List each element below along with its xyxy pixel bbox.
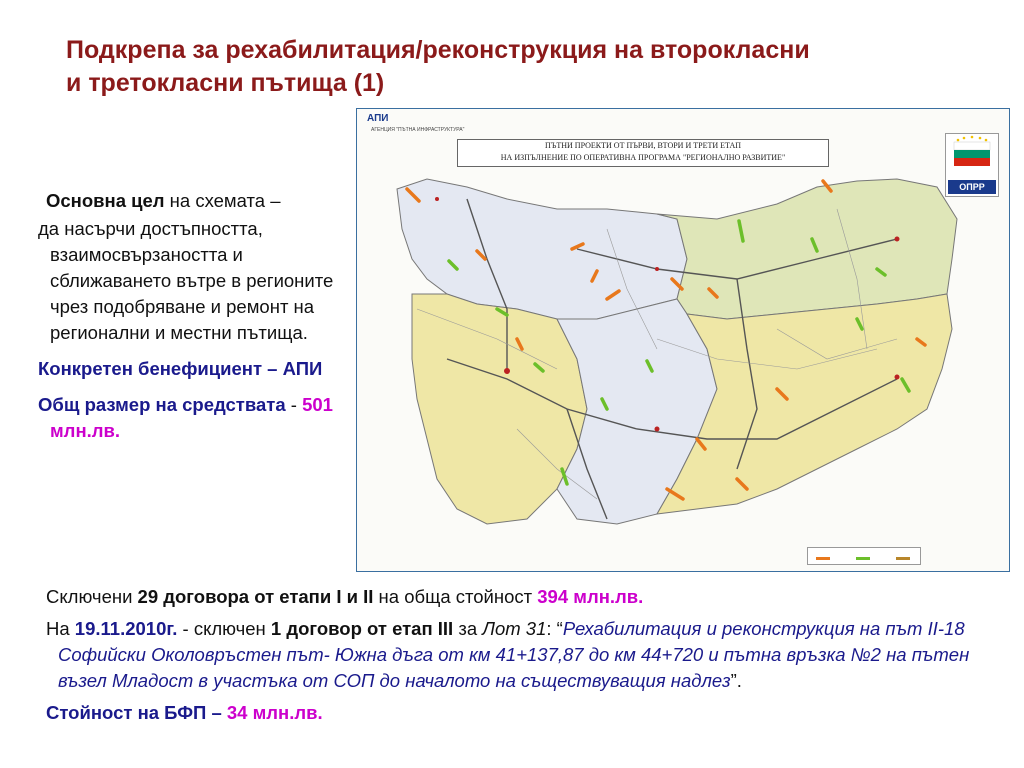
contracts-value: 394 млн.лв. bbox=[537, 586, 644, 607]
lot-date: 19.11.2010г. bbox=[74, 618, 178, 639]
lot-description: Рехабилитация и реконструкция на път II-18 Софийски Околовръстен път- Южна дъга от км 41+137,87 до км 44+720 и пътна връзка №2 на пътен възел Младост в участъка от СОП до началото на съществуващия надлез bbox=[58, 618, 970, 691]
lot-colon: : “ bbox=[546, 618, 563, 639]
map-agency-logo: АПИ bbox=[367, 113, 389, 124]
bulgaria-road-map bbox=[356, 108, 1010, 572]
left-text-block bbox=[36, 188, 354, 444]
goal-line bbox=[36, 188, 354, 214]
lot-line bbox=[36, 616, 1011, 694]
funds-line bbox=[36, 392, 354, 444]
goal-text: да насърчи достъпността, взаимосвързаността и сближаването вътре в регионите чрез подобряване и ремонт на регионални и местни пътища. bbox=[38, 218, 334, 343]
bottom-text-block bbox=[36, 584, 1011, 726]
contracts-count: 29 договора от етапи I и II bbox=[137, 586, 374, 607]
legend-swatches bbox=[808, 548, 920, 564]
goal-bold: Основна цел bbox=[46, 190, 165, 211]
lot-end: ”. bbox=[730, 670, 742, 691]
funds-label: Общ размер на средствата bbox=[38, 394, 286, 415]
map-title-line1: ПЪТНИ ПРОЕКТИ ОТ ПЪРВИ, ВТОРИ И ТРЕТИ ЕТАП bbox=[544, 141, 742, 150]
funds-value: 501 млн.лв. bbox=[50, 394, 333, 441]
beneficiary-text: Конкретен бенефициент – АПИ bbox=[38, 358, 323, 379]
contracts-mid: на обща стойност bbox=[373, 586, 538, 607]
bfp-line bbox=[36, 700, 1011, 726]
bfp-value: 34 млн.лв. bbox=[226, 702, 323, 723]
map-title-line2: НА ИЗПЪЛНЕНИЕ ПО ОПЕРАТИВНА ПРОГРАМА "РЕГИОНАЛНО РАЗВИТИЕ" bbox=[500, 153, 786, 162]
lot-prefix: На bbox=[46, 618, 75, 639]
contracts-line bbox=[36, 584, 1011, 610]
bfp-label: Стойност на БФП – bbox=[46, 702, 227, 723]
contracts-prefix: Сключени bbox=[46, 586, 138, 607]
funds-sep: - bbox=[285, 394, 303, 415]
map-legend bbox=[807, 547, 921, 565]
oprr-label: ОПРР bbox=[948, 180, 996, 194]
lot-mid: - сключен bbox=[177, 618, 271, 639]
map-graphic bbox=[357, 109, 1009, 571]
map-agency-subtitle: АГЕНЦИЯ "ПЪТНА ИНФРАСТРУКТУРА" bbox=[371, 127, 465, 133]
slide-title: Подкрепа за рехабилитация/реконструкция на второкласни и третокласни пътища (1) bbox=[66, 36, 810, 97]
lot-number: Лот 31 bbox=[482, 618, 547, 639]
lot-contract: 1 договор от етап III bbox=[270, 618, 454, 639]
goal-rest: на схемата – bbox=[164, 190, 281, 211]
region-north-east bbox=[657, 179, 957, 319]
lot-for: за bbox=[453, 618, 483, 639]
